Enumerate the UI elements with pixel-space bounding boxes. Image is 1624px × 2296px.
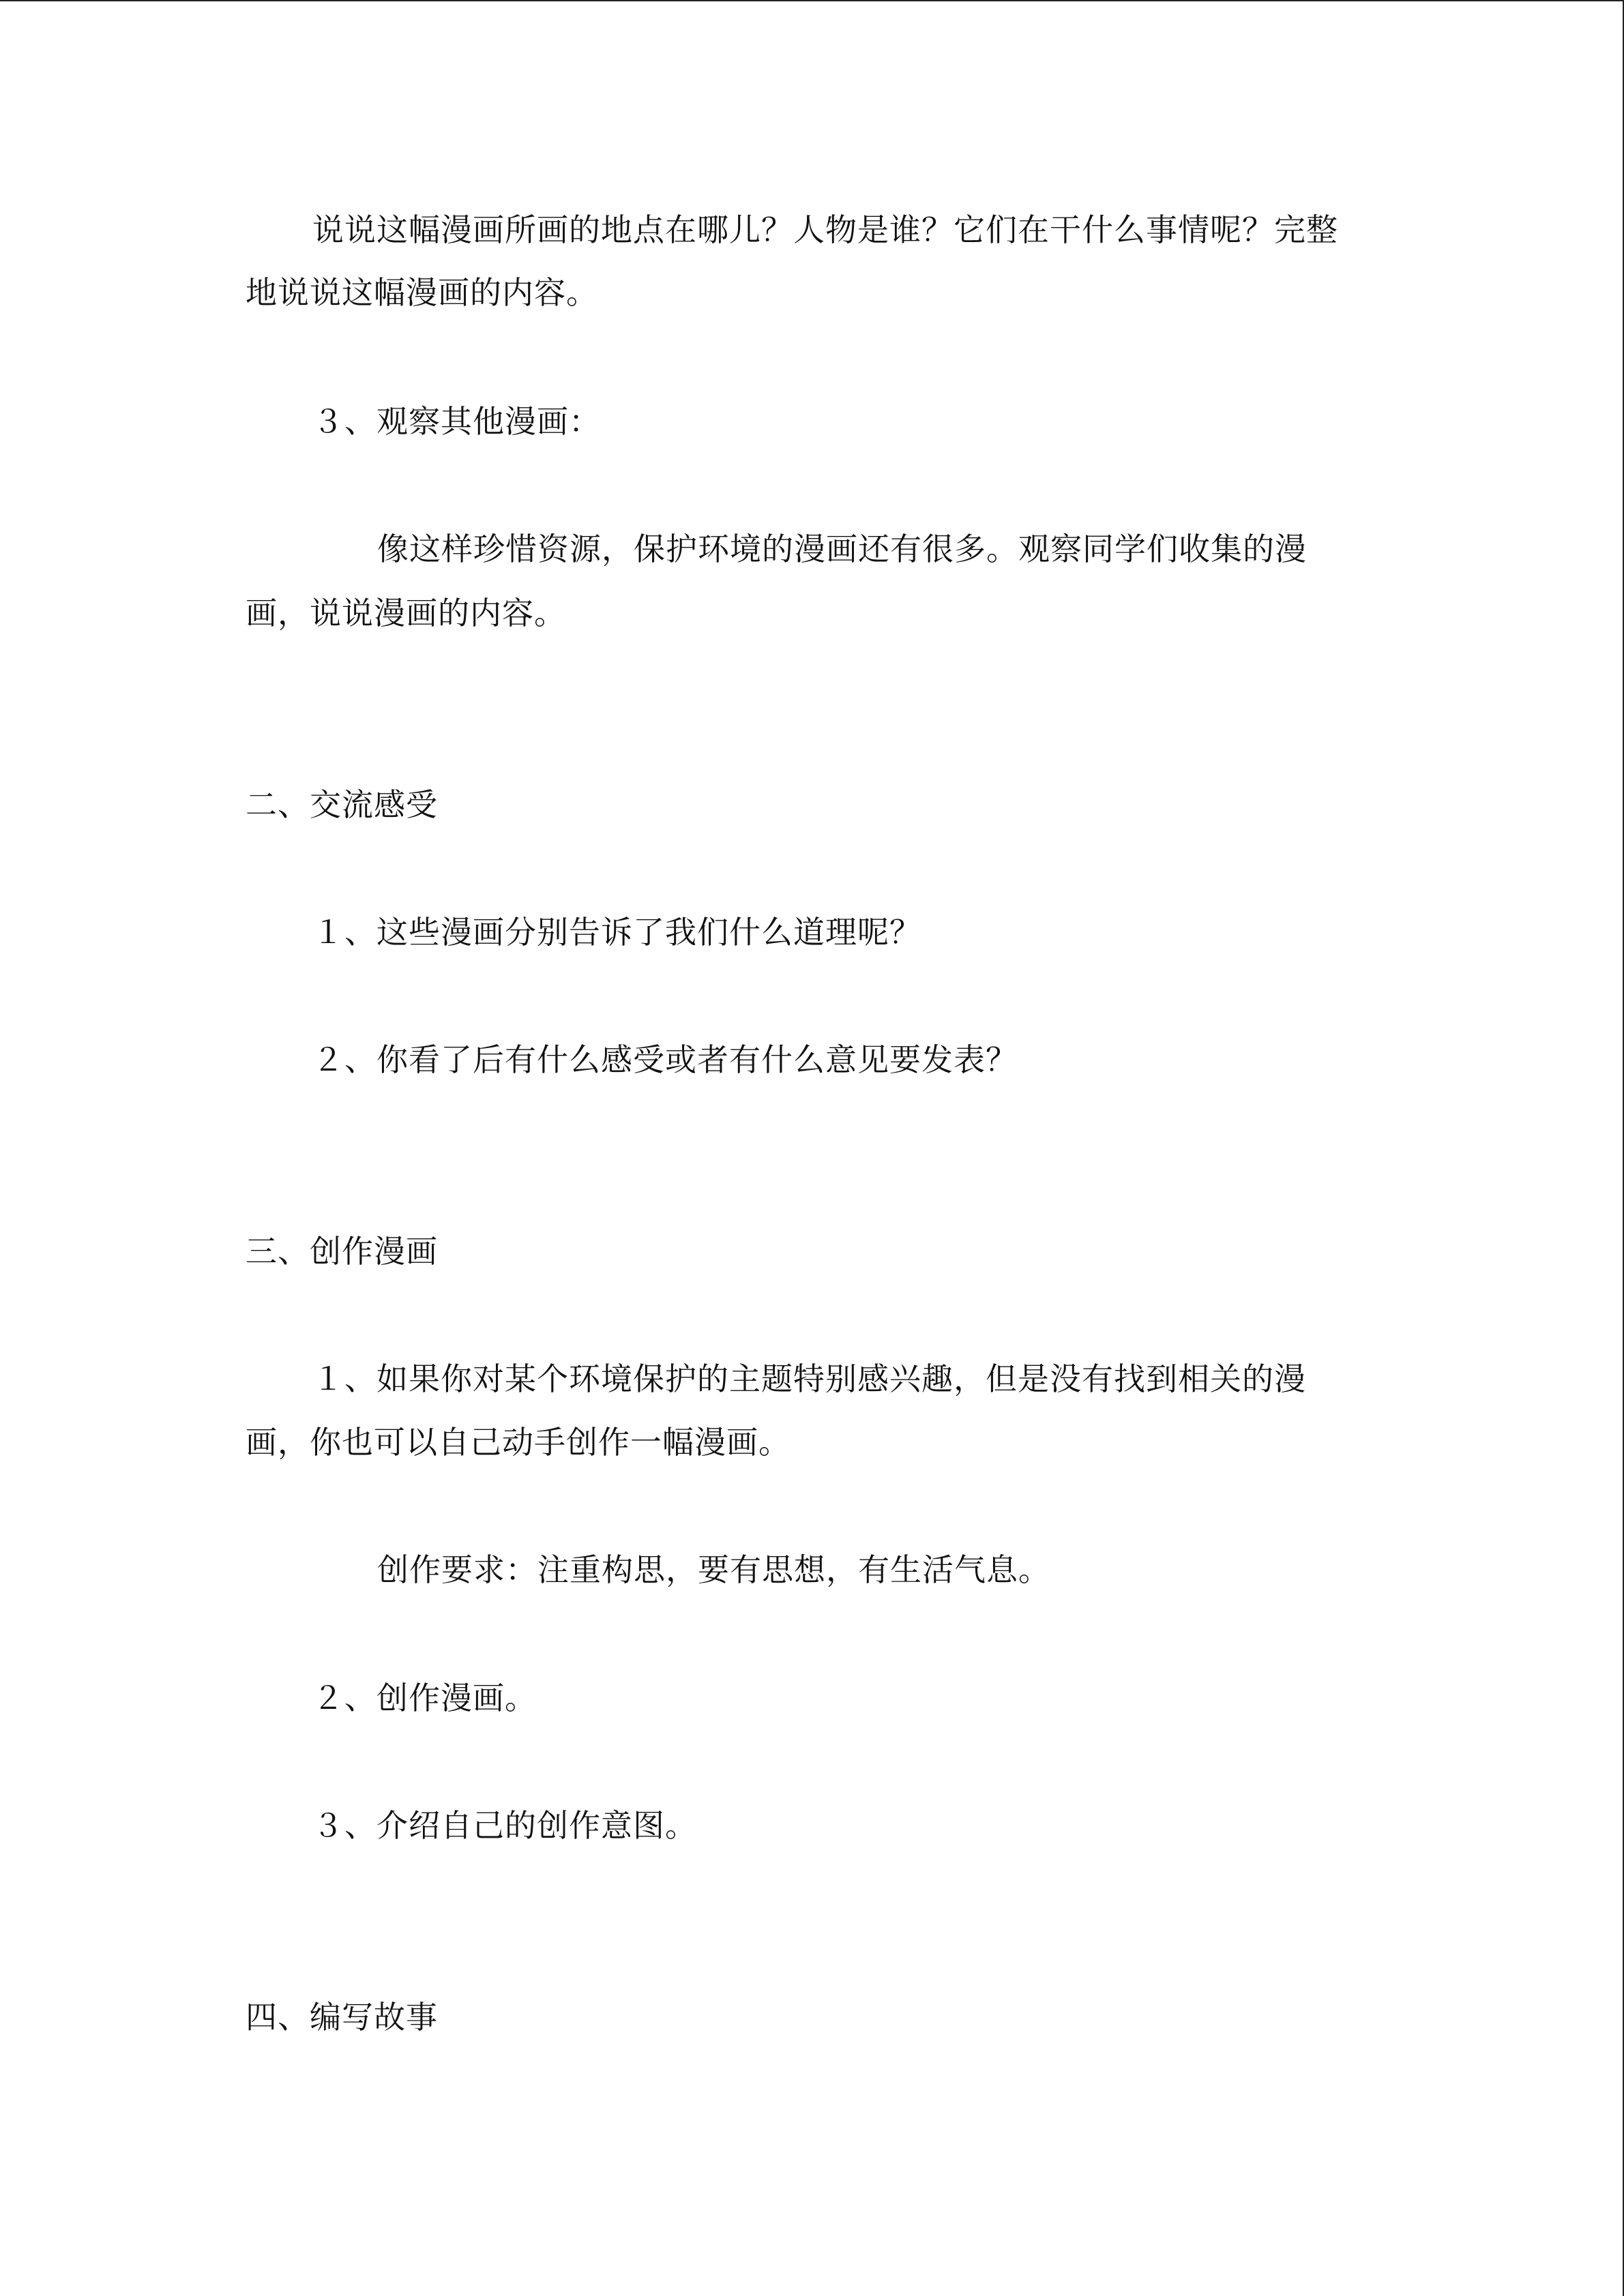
paragraph-line: 地说说这幅漫画的内容。 — [246, 274, 598, 311]
list-item: ２、你看了后有什么感受或者有什么意见要发表？ — [312, 1041, 1018, 1078]
section-heading: 四、编写故事 — [246, 1999, 438, 2036]
paragraph-line: 画，说说漫画的内容。 — [246, 595, 566, 631]
list-item: ２、创作漫画。 — [312, 1680, 537, 1716]
paragraph-line: 说说这幅漫画所画的地点在哪儿？人物是谁？它们在干什么事情呢？完整 — [312, 211, 1338, 248]
paragraph-line: 像这样珍惜资源，保护环境的漫画还有很多。观察同学们收集的漫 — [377, 531, 1307, 567]
section-heading: 二、交流感受 — [246, 786, 438, 823]
list-item: ３、观察其他漫画： — [312, 403, 601, 440]
paragraph-line: 创作要求：注重构思，要有思想，有生活气息。 — [377, 1551, 1050, 1588]
list-item: ３、介绍自己的创作意图。 — [312, 1807, 697, 1844]
list-item: １、如果你对某个环境保护的主题特别感兴趣，但是没有找到相关的漫 — [312, 1360, 1306, 1397]
paragraph-line: 画，你也可以自己动手创作一幅漫画。 — [246, 1424, 791, 1461]
section-heading: 三、创作漫画 — [246, 1233, 438, 1270]
list-item: １、这些漫画分别告诉了我们什么道理呢？ — [312, 914, 921, 951]
